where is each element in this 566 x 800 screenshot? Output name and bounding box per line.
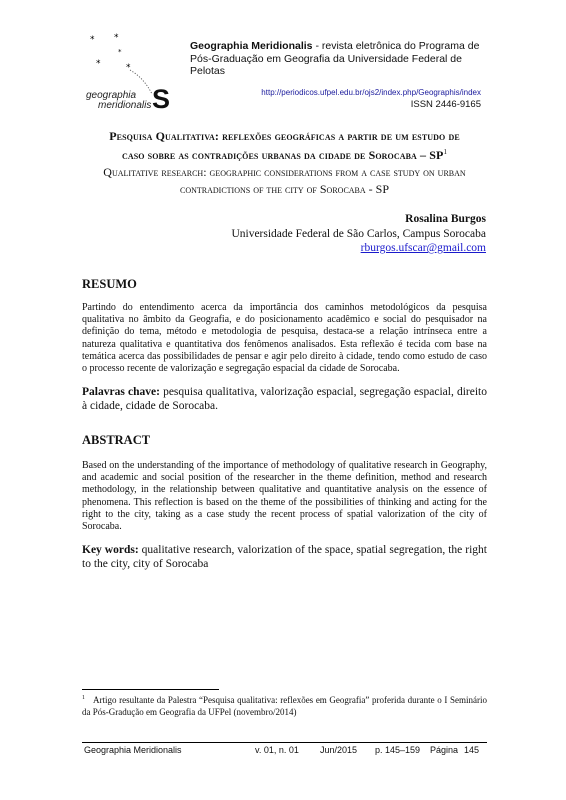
author-email-link[interactable]: rburgos.ufscar@gmail.com [360, 242, 486, 254]
logo-star-icon: * [96, 59, 101, 69]
resumo-keywords [82, 385, 487, 413]
keywords-label: Palavras chave: [82, 386, 160, 398]
keywords-text: qualitative research, valorization of the space, spatial segregation, the right to the city, city of Sorocaba [82, 544, 487, 570]
logo-letter: S [152, 84, 171, 114]
keywords-text: pesquisa qualitativa, valorização espacial, segregação espacial, direito à cidade, cidade de Sorocaba. [82, 386, 488, 412]
footer-date: Jun/2015 [320, 745, 358, 755]
resumo-text: Partindo do entendimento acerca da importância dos caminhos metodológicos da pesquisa qualitativa no âmbito da Geografia, e do posicionamento acadêmico e social do pesquisador na definição do tema, método e metodologia de pesquisa, destaca-se a relação intrínseca entre a natureza qualitativa e quantitativa dos fenômenos analisados. Esta reflexão é tecida com base na temática acerca das possibilidades de pensar e agir pelo direito à cidade, tendo como estudo de caso o processo recente de valorização e segregação espacial da cidade de Sorocaba. [82, 302, 487, 375]
footer-page-label: Página [430, 745, 459, 755]
footer-pages: p. 145–159 [375, 745, 421, 755]
title-en-line: contradictions of the city of Sorocaba - SP [179, 182, 390, 196]
logo-star-icon: * [114, 33, 119, 43]
logo-word-geographia: geographia [86, 90, 137, 101]
journal-url-link[interactable]: http://periodicos.ufpel.edu.br/ojs2/index.php/Geographis/index [261, 88, 481, 97]
journal-description [190, 40, 490, 78]
footer-page-number: 145 [464, 745, 480, 755]
footnote-ref[interactable]: 1 [443, 148, 448, 156]
journal-name: Geographia Meridionalis [190, 40, 313, 52]
logo-star-icon: * [118, 48, 122, 56]
footer-journal: Geographia Meridionalis [84, 745, 182, 755]
footnote-text: Artigo resultante da Palestra “Pesquisa qualitativa: reflexões em Geografia” proferida durante o I Seminário da Pós-Gradução em Geografia da UFPel (novembro/2014) [82, 695, 487, 717]
journal-issn: ISSN 2446-9165 [410, 99, 481, 110]
abstract-text: Based on the understanding of the importance of methodology of qualitative research in Geography, and academic and social position of the researcher in the theme definition, method and research methodology, in the relationship between qualitative and quantitative analysis on the essence of phenomena. This reflection is based on the theme of the possibilities of thinking and acting for the right to the city, taking as a case study the recent process of spatial valorization of the city of Sorocaba. [82, 460, 487, 533]
footnote-divider [82, 689, 219, 690]
title-en-line: Qualitative research: geographic considerations from a case study on urban [103, 165, 466, 179]
journal-desc: - revista eletrônica do Programa de Pós-Graduação em Geografia da Universidade Federal de Pelotas [190, 40, 480, 77]
footnote-mark: 1 [82, 695, 85, 701]
title-pt-line: Pesquisa Qualitativa: reflexões geográficas a partir de um estudo de [109, 129, 460, 143]
title-portuguese [82, 128, 487, 163]
author-name: Rosalina Burgos [405, 213, 486, 225]
resumo-heading: RESUMO [82, 277, 137, 291]
footer-volume: v. 01, n. 01 [255, 745, 299, 755]
footer-divider [82, 742, 487, 743]
logo-star-icon: * [90, 35, 95, 45]
abstract-heading: ABSTRACT [82, 433, 151, 447]
journal-logo [82, 34, 182, 114]
title-english [82, 164, 487, 198]
author-affiliation: Universidade Federal de São Carlos, Campus Sorocaba [231, 227, 486, 240]
logo-star-icon: * [126, 63, 131, 73]
abstract-keywords [82, 543, 487, 571]
keywords-label: Key words: [82, 544, 139, 556]
title-pt-line: caso sobre as contradições urbanas da cidade de Sorocaba – $SP^1$ [121, 148, 448, 162]
logo-word-meridionalis: meridionalis [98, 100, 152, 111]
footnote [82, 693, 487, 718]
author-block [231, 212, 486, 256]
